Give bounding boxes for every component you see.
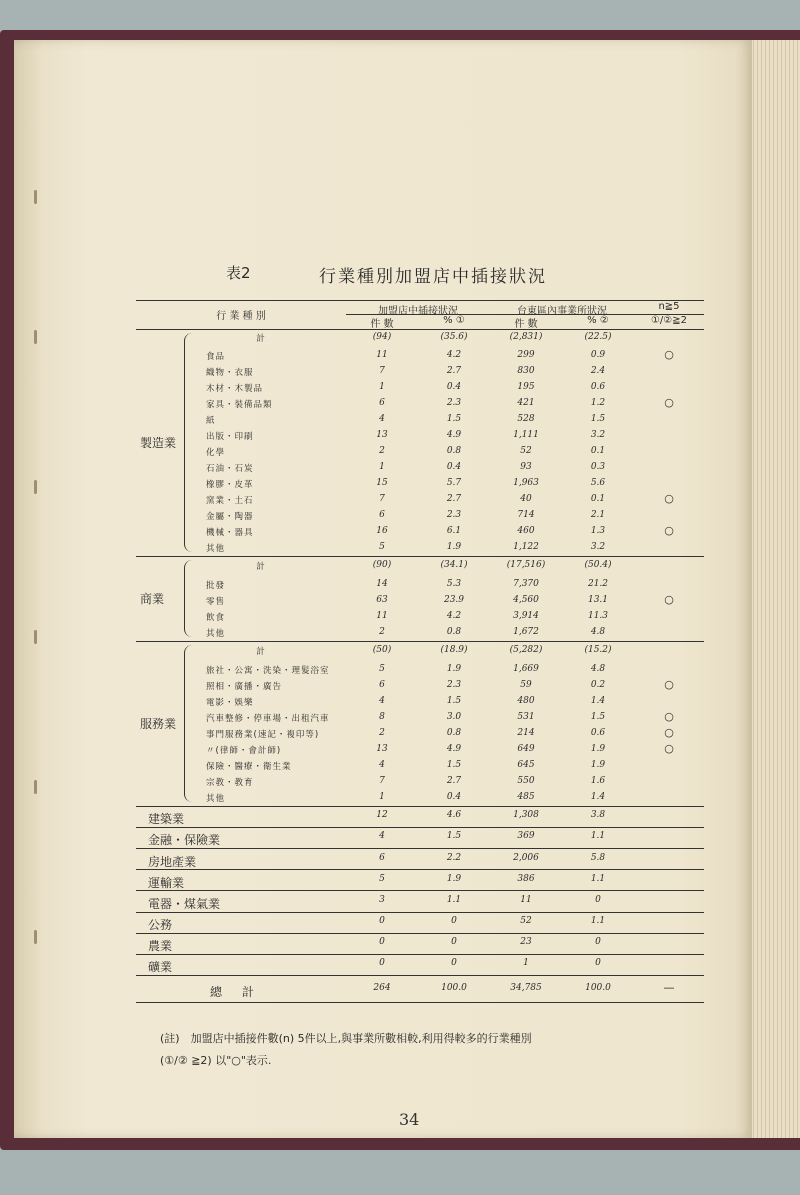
pct-2: 5.6 xyxy=(590,477,606,488)
table-note xyxy=(160,1028,532,1072)
section-rule xyxy=(136,954,704,955)
pct-2: (15.2) xyxy=(584,645,612,656)
table-header-rule xyxy=(136,329,704,330)
row-label: 石油・石炭 xyxy=(206,463,254,474)
pct-2: (50.4) xyxy=(584,560,612,571)
pct-2: 1.9 xyxy=(590,759,606,770)
header-group-2: 台東區內事業所狀況 xyxy=(517,306,607,317)
count-2: 460 xyxy=(517,525,535,536)
pct-1: 0.4 xyxy=(446,791,462,802)
section-rule xyxy=(136,869,704,870)
pct-1: 0 xyxy=(451,937,457,948)
condition-mark: ○ xyxy=(664,725,674,739)
count-2: 2,006 xyxy=(513,852,539,863)
pct-1: 4.2 xyxy=(446,610,462,621)
count-1: 15 xyxy=(376,477,388,488)
table-top-rule xyxy=(136,300,704,301)
count-1: 14 xyxy=(376,578,388,589)
pct-2: 11.3 xyxy=(587,610,609,621)
row-label: 金屬・陶器 xyxy=(206,511,254,522)
count-2: 93 xyxy=(520,461,532,472)
header-group-1: 加盟店中插接狀況 xyxy=(378,306,458,317)
pct-2: 4.8 xyxy=(590,663,606,674)
count-1: 4 xyxy=(379,831,385,842)
count-1: (50) xyxy=(372,645,392,656)
count-1: 6 xyxy=(379,398,385,408)
pct-1: 1.5 xyxy=(446,831,462,842)
pct-2: 1.5 xyxy=(590,711,606,722)
count-2: 485 xyxy=(517,791,535,802)
count-1: 4 xyxy=(379,759,385,770)
condition-mark: ○ xyxy=(664,348,674,362)
header-count-1: 件 數 xyxy=(370,319,394,331)
pct-1: 4.2 xyxy=(446,350,462,361)
count-1: 2 xyxy=(379,727,385,738)
condition-mark: ○ xyxy=(664,491,674,505)
count-1: 16 xyxy=(376,525,388,536)
count-2: 1,122 xyxy=(513,541,539,552)
pct-2: 100.0 xyxy=(585,982,611,993)
row-label: 總計 xyxy=(209,984,274,999)
row-label: 其他 xyxy=(206,628,226,639)
table-title: 行業種別加盟店中插接狀況 xyxy=(319,267,547,287)
pct-2: (22.5) xyxy=(584,332,612,343)
pct-1: 4.6 xyxy=(446,810,462,821)
pct-2: 1.5 xyxy=(590,413,606,424)
section-rule xyxy=(136,890,704,891)
count-2: 649 xyxy=(517,743,535,754)
row-label: 批發 xyxy=(206,580,226,591)
pct-2: 4.8 xyxy=(590,626,606,637)
pct-1: (18.9) xyxy=(440,645,468,656)
count-1: 0 xyxy=(379,916,385,927)
count-1: 264 xyxy=(373,982,391,993)
row-label: 電器・煤氣業 xyxy=(148,896,221,911)
count-2: 52 xyxy=(520,445,532,456)
count-1: 2 xyxy=(379,626,385,637)
row-label: 木材・木製品 xyxy=(206,384,264,395)
section-rule xyxy=(136,848,704,849)
pct-1: 2.2 xyxy=(446,852,462,863)
count-1: 11 xyxy=(376,610,388,621)
count-2: 1,963 xyxy=(513,477,539,488)
book-page xyxy=(14,40,752,1138)
row-label: 紙 xyxy=(206,415,216,426)
section-rule xyxy=(136,806,704,807)
pct-1: 5.3 xyxy=(446,578,462,589)
condition-mark: ○ xyxy=(664,677,674,691)
pct-1: 0.8 xyxy=(446,445,462,456)
section-rule xyxy=(136,556,704,557)
count-2: 714 xyxy=(517,509,535,520)
row-label: 窯業・土石 xyxy=(206,495,254,506)
pct-1: 1.5 xyxy=(446,759,462,770)
pct-2: 2.1 xyxy=(590,509,606,520)
pct-1: 1.9 xyxy=(446,541,462,552)
condition-mark: ○ xyxy=(664,709,674,723)
pct-2: 0 xyxy=(595,894,601,905)
pct-2: 13.1 xyxy=(587,594,609,605)
note-line-2: (①/② ≧2) 以"○"表示. xyxy=(160,1054,272,1067)
header-count-2: 件 數 xyxy=(514,319,538,331)
count-1: 0 xyxy=(379,958,385,969)
count-1: 8 xyxy=(379,711,385,722)
count-1: 13 xyxy=(376,429,388,440)
row-label: 食品 xyxy=(206,352,226,363)
row-label: 照相・廣播・廣告 xyxy=(206,681,283,692)
count-1: 7 xyxy=(379,366,385,377)
condition-mark: ○ xyxy=(664,592,674,606)
count-2: 528 xyxy=(517,413,535,424)
row-label: 運輸業 xyxy=(148,875,185,890)
pct-1: 1.5 xyxy=(446,413,462,424)
count-2: 421 xyxy=(517,398,535,408)
row-label: 建築業 xyxy=(148,812,185,827)
row-label: 計 xyxy=(256,334,266,345)
row-label: 礦業 xyxy=(148,960,173,975)
count-2: 195 xyxy=(517,382,535,393)
pct-1: 0.8 xyxy=(446,727,462,738)
row-label: 電影・娛樂 xyxy=(206,697,254,708)
count-1: (94) xyxy=(372,332,392,343)
pct-2: 1.2 xyxy=(590,398,606,408)
pct-1: 2.3 xyxy=(446,509,462,520)
pct-2: 0.3 xyxy=(590,461,606,472)
row-label: 〃(律師・會計師) xyxy=(206,745,282,756)
pct-1: 5.7 xyxy=(446,477,462,488)
note-line-1: (註) 加盟店中插接件數(n) 5件以上,與事業所數相較,利用得較多的行業種別 xyxy=(160,1032,532,1045)
pct-1: 2.7 xyxy=(446,493,462,504)
section-rule xyxy=(136,912,704,913)
pct-1: 0 xyxy=(451,916,457,927)
row-label: 織物・衣服 xyxy=(206,368,254,379)
pct-1: 1.1 xyxy=(446,894,462,905)
count-2: 3,914 xyxy=(513,610,539,621)
pct-1: 1.9 xyxy=(446,873,462,884)
pct-1: 100.0 xyxy=(441,982,467,993)
row-label: 機械・器具 xyxy=(206,527,254,538)
pct-2: 2.4 xyxy=(590,366,606,377)
page-number: 34 xyxy=(399,1110,420,1129)
pct-1: (34.1) xyxy=(440,560,468,571)
row-label: 汽車整修・停車場・出租汽車 xyxy=(206,713,330,724)
count-2: 645 xyxy=(517,759,535,770)
header-sub-rule xyxy=(346,314,704,315)
pct-1: 4.9 xyxy=(446,429,462,440)
table-bottom-rule xyxy=(136,1002,704,1003)
pct-2: 3.2 xyxy=(590,541,606,552)
pct-2: 0 xyxy=(595,937,601,948)
pct-1: 1.9 xyxy=(446,663,462,674)
count-2: 1,308 xyxy=(513,810,539,821)
row-label: 其他 xyxy=(206,793,226,804)
row-label: 化學 xyxy=(206,447,226,458)
pct-2: 1.4 xyxy=(590,695,606,706)
condition-mark: ○ xyxy=(664,741,674,755)
pct-1: 23.9 xyxy=(443,594,465,605)
row-label: 金融・保險業 xyxy=(148,833,221,848)
row-label: 出版・印刷 xyxy=(206,431,254,442)
row-label: 事門服務業(速記・複印等) xyxy=(206,729,320,740)
pct-2: 0.1 xyxy=(590,493,606,504)
pct-2: 1.6 xyxy=(590,775,606,786)
pct-1: 2.3 xyxy=(446,679,462,690)
count-2: (17,516) xyxy=(506,560,546,571)
count-1: 6 xyxy=(379,852,385,863)
row-label: 宗教・教育 xyxy=(206,777,254,788)
count-1: 5 xyxy=(379,873,385,884)
count-2: 1,669 xyxy=(513,663,539,674)
section-rule xyxy=(136,827,704,828)
pct-1: 2.3 xyxy=(446,398,462,408)
pct-2: 1.9 xyxy=(590,743,606,754)
count-1: (90) xyxy=(372,560,392,571)
pct-2: 5.8 xyxy=(590,852,606,863)
header-pct-1: % ① xyxy=(443,315,465,327)
count-1: 1 xyxy=(379,461,385,472)
count-2: 40 xyxy=(520,493,532,504)
industry-table xyxy=(136,300,704,1002)
row-label: 其他 xyxy=(206,543,226,554)
row-label: 橡膠・皮革 xyxy=(206,479,254,490)
pct-1: 0 xyxy=(451,958,457,969)
condition-mark: ○ xyxy=(664,523,674,537)
category-brace-manufacturing xyxy=(184,333,193,552)
pct-2: 3.8 xyxy=(590,810,606,821)
pct-2: 0.1 xyxy=(590,445,606,456)
pct-2: 21.2 xyxy=(587,578,609,589)
count-1: 3 xyxy=(379,894,385,905)
row-label: 旅社・公寓・洗染・理髮浴室 xyxy=(206,665,330,676)
pct-1: (35.6) xyxy=(440,332,468,343)
count-2: 214 xyxy=(517,727,535,738)
count-1: 63 xyxy=(376,594,388,605)
count-2: 7,370 xyxy=(513,578,539,589)
count-1: 7 xyxy=(379,493,385,504)
header-pct-2: % ② xyxy=(587,315,609,327)
header-condition-bottom: ①/②≧2 xyxy=(650,315,688,327)
category-manufacturing: 製造業 xyxy=(140,436,177,451)
pct-2: 1.1 xyxy=(590,916,606,927)
count-2: 11 xyxy=(520,894,532,905)
pct-1: 2.7 xyxy=(446,775,462,786)
category-commerce: 商業 xyxy=(140,592,165,607)
condition-mark: — xyxy=(663,980,675,994)
section-rule xyxy=(136,641,704,642)
row-label: 計 xyxy=(256,562,266,573)
row-label: 飲食 xyxy=(206,612,226,623)
pct-2: 1.4 xyxy=(590,791,606,802)
row-label: 零售 xyxy=(206,596,226,607)
category-brace-commerce xyxy=(184,560,193,637)
row-label: 房地產業 xyxy=(148,854,197,869)
row-label: 保險・醫療・衛生業 xyxy=(206,761,292,772)
pct-2: 1.1 xyxy=(590,873,606,884)
count-1: 1 xyxy=(379,382,385,393)
count-2: (5,282) xyxy=(509,645,543,656)
count-1: 7 xyxy=(379,775,385,786)
pct-1: 4.9 xyxy=(446,743,462,754)
count-2: 52 xyxy=(520,916,532,927)
pct-1: 3.0 xyxy=(446,711,462,722)
pct-2: 0.6 xyxy=(590,382,606,393)
header-industry: 行 業 種 別 xyxy=(216,311,266,323)
pct-1: 1.5 xyxy=(446,695,462,706)
count-1: 5 xyxy=(379,663,385,674)
pct-1: 0.8 xyxy=(446,626,462,637)
count-2: 550 xyxy=(517,775,535,786)
count-2: 23 xyxy=(520,937,532,948)
pct-1: 0.4 xyxy=(446,461,462,472)
pct-2: 0.9 xyxy=(590,350,606,361)
table-heading xyxy=(14,262,752,292)
pct-1: 6.1 xyxy=(446,525,462,536)
count-2: 1 xyxy=(523,958,529,969)
pct-2: 1.3 xyxy=(590,525,606,536)
header-condition-top: n≧5 xyxy=(658,301,680,312)
pct-1: 2.7 xyxy=(446,366,462,377)
count-2: 480 xyxy=(517,695,535,706)
count-1: 13 xyxy=(376,743,388,754)
count-2: 34,785 xyxy=(510,982,542,993)
count-2: (2,831) xyxy=(509,332,543,343)
row-label: 家具・裝備品類 xyxy=(206,400,273,410)
count-1: 12 xyxy=(376,810,388,821)
count-2: 4,560 xyxy=(513,594,539,605)
row-label: 公務 xyxy=(148,918,173,933)
count-1: 6 xyxy=(379,509,385,520)
count-1: 6 xyxy=(379,679,385,690)
count-1: 5 xyxy=(379,541,385,552)
condition-mark: ○ xyxy=(664,396,674,409)
pct-2: 3.2 xyxy=(590,429,606,440)
row-label: 農業 xyxy=(148,939,173,954)
count-2: 299 xyxy=(517,350,535,361)
count-1: 11 xyxy=(376,350,388,361)
count-2: 59 xyxy=(520,679,532,690)
count-2: 1,672 xyxy=(513,626,539,637)
count-2: 531 xyxy=(517,711,535,722)
category-brace-service xyxy=(184,645,193,802)
count-2: 386 xyxy=(517,873,535,884)
count-1: 4 xyxy=(379,695,385,706)
pct-2: 0.6 xyxy=(590,727,606,738)
pct-2: 1.1 xyxy=(590,831,606,842)
count-2: 830 xyxy=(517,366,535,377)
table-label: 表2 xyxy=(226,264,251,282)
count-1: 4 xyxy=(379,413,385,424)
count-1: 1 xyxy=(379,791,385,802)
section-rule xyxy=(136,975,704,976)
count-2: 1,111 xyxy=(513,429,539,440)
section-rule xyxy=(136,933,704,934)
pct-2: 0 xyxy=(595,958,601,969)
pct-2: 0.2 xyxy=(590,679,606,690)
row-label: 計 xyxy=(256,647,266,658)
count-2: 369 xyxy=(517,831,535,842)
count-1: 0 xyxy=(379,937,385,948)
category-service: 服務業 xyxy=(140,717,177,732)
count-1: 2 xyxy=(379,445,385,456)
pct-1: 0.4 xyxy=(446,382,462,393)
